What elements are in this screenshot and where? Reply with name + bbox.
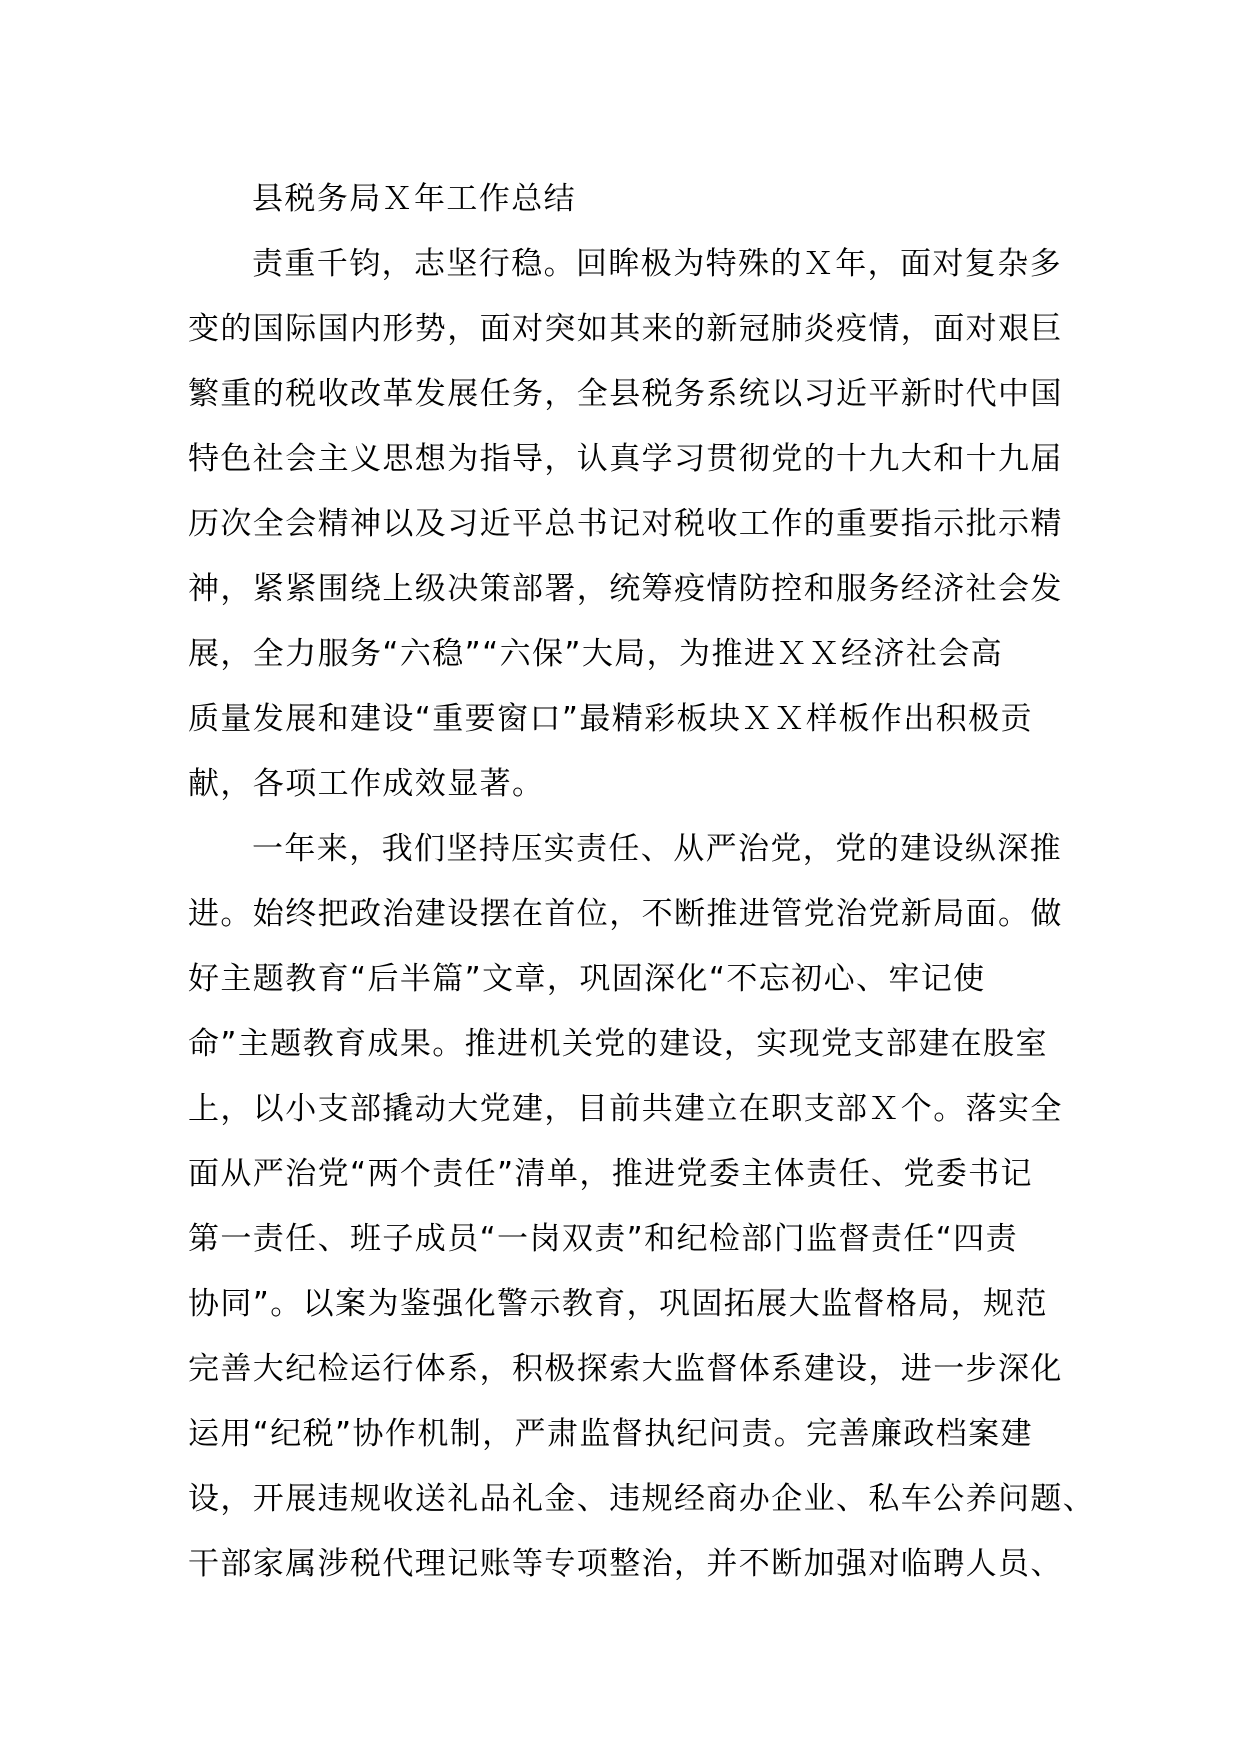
text-line: 进。始终把政治建设摆在首位，不断推进管党治党新局面。做 [188,896,1063,932]
text-line: 完善大纪检运行体系，积极探索大监督体系建设，进一步深化 [188,1351,1063,1387]
text-line: 好主题教育“后半篇”文章，巩固深化“不忘初心、牢记使 [188,961,986,997]
text-line: 设，开展违规收送礼品礼金、违规经商办企业、私车公养问题、 [188,1481,1096,1517]
text-line: 命”主题教育成果。推进机关党的建设，实现党支部建在股室 [188,1026,1048,1062]
text-line: 展，全力服务“六稳”“六保”大局，为推进ＸＸ经济社会高 [188,636,1004,672]
text-line: 干部家属涉税代理记账等专项整治，并不断加强对临聘人员、 [188,1546,1063,1582]
text-line: 第一责任、班子成员“一岗双责”和纪检部门监督责任“四责 [188,1221,1018,1257]
text-line: 质量发展和建设“重要窗口”最精彩板块ＸＸ样板作出积极贡 [188,701,1033,737]
text-line: 责重千钧，志坚行稳。回眸极为特殊的Ｘ年，面对复杂多 [252,246,1062,282]
text-line: 特色社会主义思想为指导，认真学习贯彻党的十九大和十九届 [188,441,1063,477]
document-body [188,167,1096,1597]
text-line: 变的国际国内形势，面对突如其来的新冠肺炎疫情，面对艰巨 [188,311,1063,347]
paragraph-1 [188,232,1068,817]
text-line: 运用“纪税”协作机制，严肃监督执纪问责。完善廉政档案建 [188,1416,1033,1452]
paragraph-2 [188,817,1096,1597]
text-line: 一年来，我们坚持压实责任、从严治党，党的建设纵深推 [252,831,1062,867]
text-line: 献，各项工作成效显著。 [188,766,545,802]
text-line: 繁重的税收改革发展任务，全县税务系统以习近平新时代中国 [188,376,1063,412]
text-line: 历次全会精神以及习近平总书记对税收工作的重要指示批示精 [188,506,1063,542]
document-title: 县税务局Ｘ年工作总结 [252,181,576,217]
text-line: 神，紧紧围绕上级决策部署，统筹疫情防控和服务经济社会发 [188,571,1063,607]
text-line: 面从严治党“两个责任”清单，推进党委主体责任、党委书记 [188,1156,1033,1192]
text-line: 上，以小支部撬动大党建，目前共建立在职支部Ｘ个。落实全 [188,1091,1063,1127]
text-line: 协同”。以案为鉴强化警示教育，巩固拓展大监督格局，规范 [188,1286,1048,1322]
